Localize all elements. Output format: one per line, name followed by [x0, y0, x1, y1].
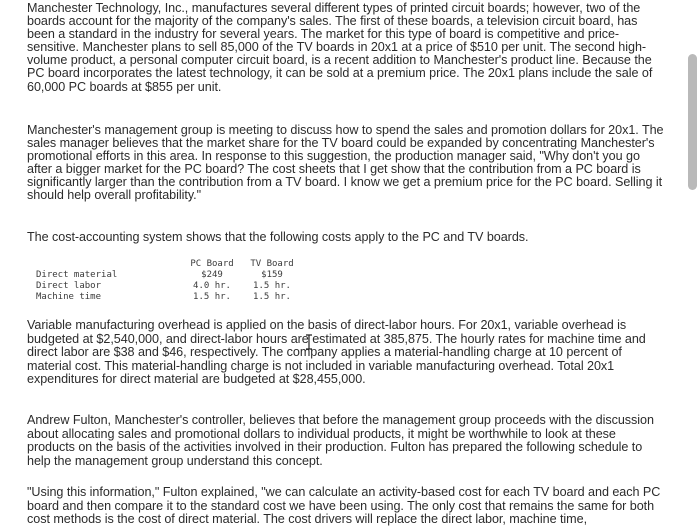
paragraph-cost-intro: The cost-accounting system shows that the following costs apply to the PC and TV boards. — [27, 230, 529, 244]
cost-table — [36, 259, 302, 303]
cost-table-header-pc: PC Board — [190, 259, 234, 269]
pc-value: 4.0 hr. — [193, 281, 231, 291]
row-label: Machine time — [36, 292, 102, 302]
text-cursor-icon — [304, 334, 314, 350]
scrollbar-thumb[interactable] — [688, 54, 697, 190]
cost-table-header-blank — [36, 259, 182, 270]
row-label: Direct material — [36, 270, 118, 280]
tv-value: 1.5 hr. — [253, 281, 291, 291]
tv-value: $159 — [261, 270, 283, 280]
paragraph-company-background: Manchester Technology, Inc., manufactures several different types of printed circuit boards; however, two of the boards account for the majority of the company's sales. The first of these boards, a television circuit board, has been a standard in the industry for several years. The market for this type of board is competitive and price-sensitive. Manchester plans to sell 85,000 of the TV boards in 20x1 at a price of $510 per unit. The second high-volume product, a personal computer circuit board, is a recent addition to Manchester's product line. Because the PC board incorporates the latest technology, it can be sold at a premium price. The 20x1 plans include the sale of 60,000 PC boards at $855 per unit. — [27, 1, 653, 94]
paragraph-controller-view: Andrew Fulton, Manchester's controller, believes that before the management group proceeds with the discussion about allocating sales and promotional dollars to individual products, it might be worthwhile to look at these products on the basis of the activities involved in their production. Fulton has prepared the following schedule to help the management group understand this concept. — [27, 413, 654, 468]
table-row — [36, 281, 302, 292]
cost-table-header-row — [36, 259, 302, 270]
paragraph-variable-overhead: Variable manufacturing overhead is applied on the basis of direct-labor hours. For 20x1, variable overhead is budgeted at $2,540,000, and direct-labor hours are estimated at 385,875. The hourly rates for machine time and direct labor are $38 and $46, respectively. The company applies a material-handling charge at 10 percent of material cost. This material-handling charge is not included in variable manufacturing overhead. Total 20x1 expenditures for direct material are budgeted at $28,455,000. — [27, 318, 646, 387]
pc-value: $249 — [201, 270, 223, 280]
row-label: Direct labor — [36, 281, 102, 291]
tv-value: 1.5 hr. — [253, 292, 291, 302]
table-row — [36, 292, 302, 303]
paragraph-fulton-explanation: "Using this information," Fulton explained, "we can calculate an activity-based cost for each TV board and each PC board and then compare it to the standard cost we have been using. The only cost that remains the same for both cost methods is the cost of direct material. The cost drivers will replace the direct labor, machine time, — [27, 485, 661, 527]
pc-value: 1.5 hr. — [193, 292, 231, 302]
paragraph-management-meeting: Manchester's management group is meeting to discuss how to spend the sales and promotion dollars for 20x1. The sales manager believes that the market share for the TV board could be expanded by concentrating Manchester's promotional efforts in this area. In response to this suggestion, the production manager said, "Why don't you go after a bigger market for the PC board? The cost sheets that I get show that the contribution from a PC board is significantly larger than the contribution from a TV board. I know we get a premium price for the PC board. Selling it should help overall profitability." — [27, 123, 664, 203]
cost-table-header-tv: TV Board — [250, 259, 294, 269]
vertical-scrollbar[interactable] — [682, 0, 700, 531]
table-row — [36, 270, 302, 281]
